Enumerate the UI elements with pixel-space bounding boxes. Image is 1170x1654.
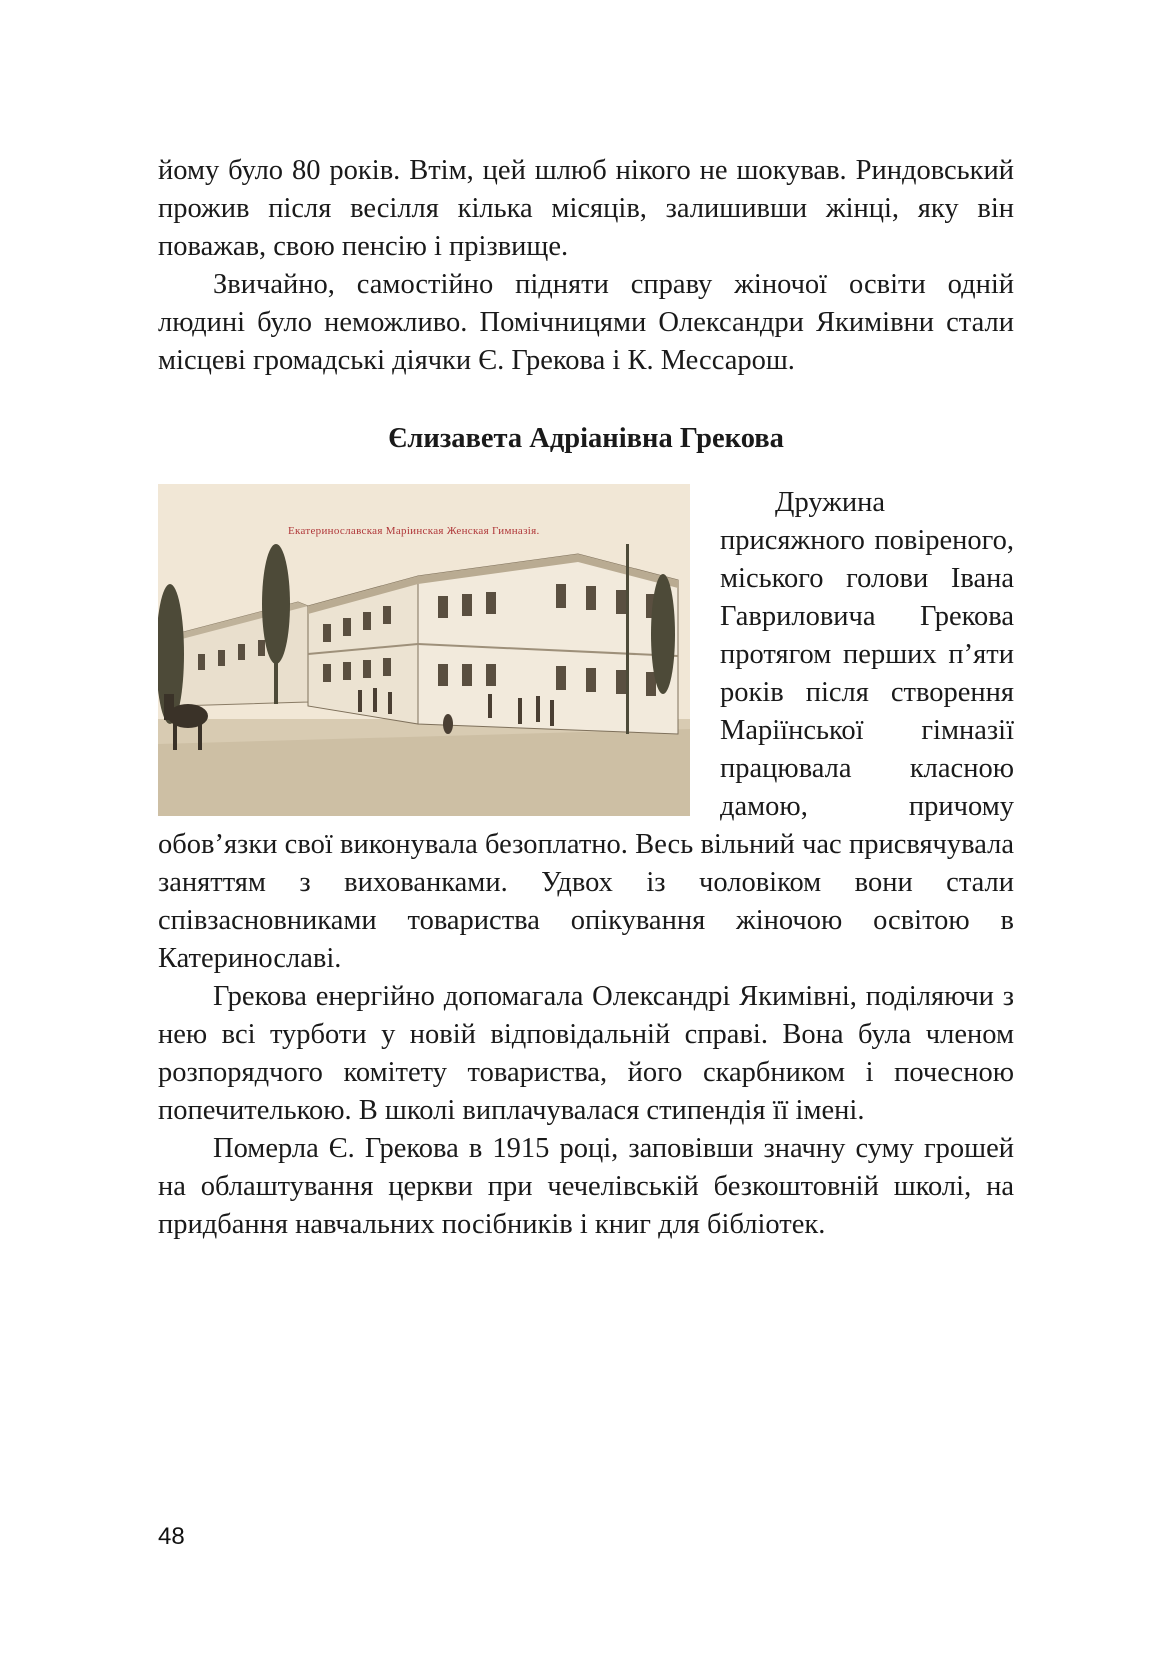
section-body [158,484,1014,1244]
gymnasium-photo [158,484,690,816]
page-number: 48 [158,1523,185,1550]
paragraph-helpers: Звичайно, самостійно підняти справу жіночої освіти одній людині було неможливо. Помічницями Олександри Якимівни стали місцеві громадські діячки Є. Грекова і К. Мессарош. [158,269,1014,376]
paragraph-grekova-help: Грекова енергійно допомагала Олександрі Якимівні, поділяючи з нею всі турботи у новій відповідальній справі. Вона була членом розпорядчого комітету товариства, його скарбником і почесною попечителькою. В школі виплачувалася стипендія її імені. [158,981,1014,1126]
paragraph-grekova-death: Померла Є. Грекова в 1915 році, заповівши значну суму грошей на облаштування церкви при чечелівській безкоштовній школі, на придбання навчальних посібників і книг для бібліотек. [158,1133,1014,1240]
photo-caption: Екатеринославская Маріинская Женская Гимназія. [288,525,540,537]
paragraph-grekova-intro: Дружина присяжного повіреного, міського голови Івана Гавриловича Грекова протягом перших п’яти років після створення Маріїнської гімназії працювала класною дамою, причому обов’язки свої виконувала безоплатно. Весь вільний час присвячувала заняттям з вихованками. Удвох із чоловіком вони стали співзасновниками товариства опікування жіночою освітою в Катеринославі. [158,487,1014,974]
page-content [158,152,1014,1244]
section-heading: Єлизавета Адріанівна Грекова [388,423,784,454]
paragraph-continuation: йому було 80 років. Втім, цей шлюб нікого не шокував. Риндовський прожив після весілля кілька місяців, залишивши жінці, яку він поважав, свою пенсію і прізвище. [158,155,1014,262]
